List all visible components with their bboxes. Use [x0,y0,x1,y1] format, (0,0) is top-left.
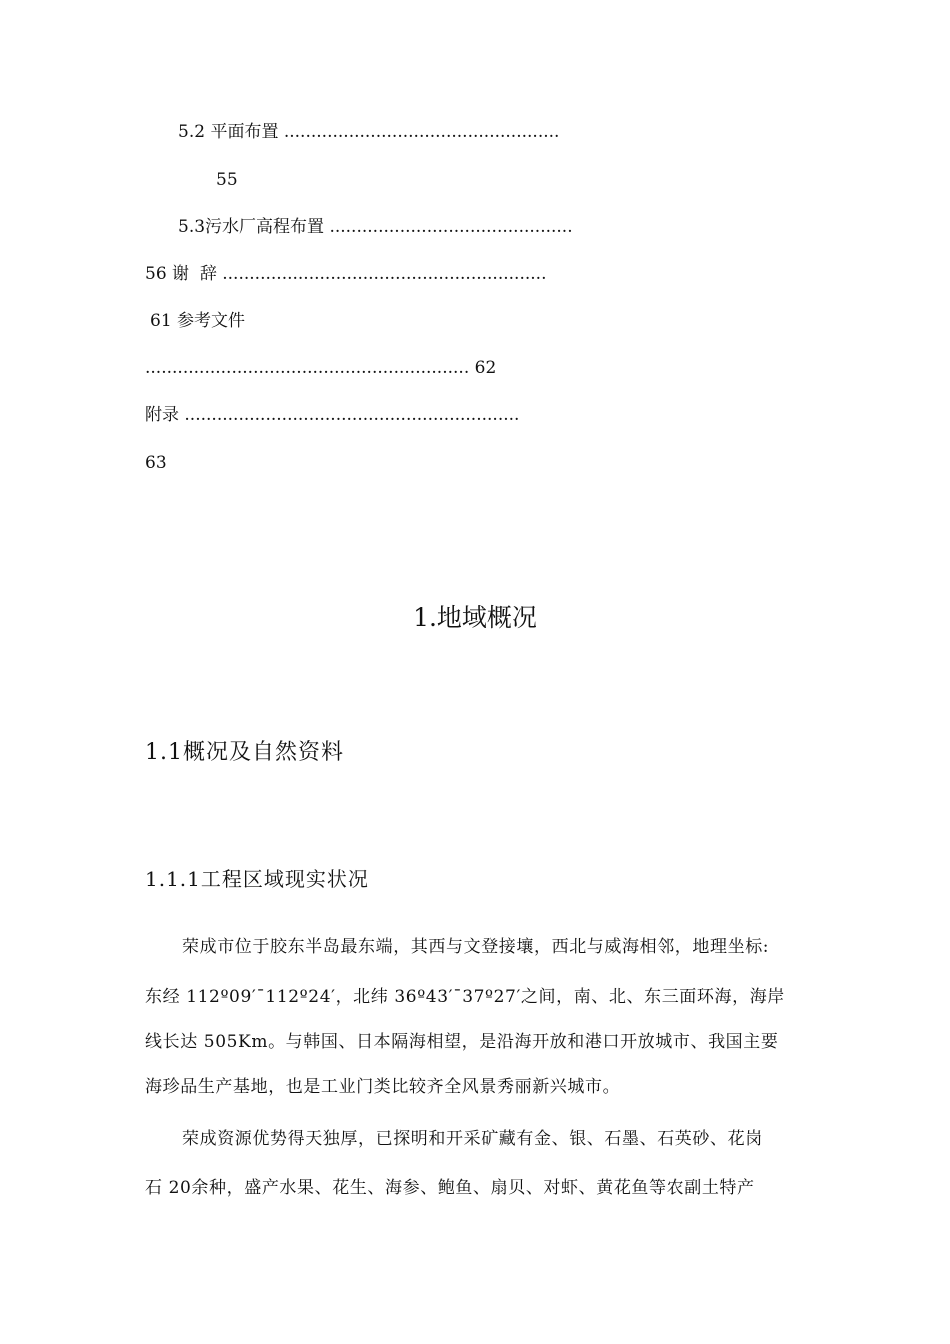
paragraph-2-line-1: 荣成资源优势得天独厚，已探明和开采矿藏有金、银、石墨、石英砂、花岗 [182,1129,763,1149]
paragraph-2-line-2: 石 20余种，盛产水果、花生、海参、鲍鱼、扇贝、对虾、黄花鱼等农副土特产 [145,1178,755,1198]
toc-entry-5-2-title: 5.2 平面布置 ................................................... [178,122,560,142]
toc-entry-5-2-page: 55 [216,170,238,190]
paragraph-1-line-2: 东经 112º09′¯112º24′，北纬 36º43′¯37º27′之间，南、北、东三面环海，海岸 [145,987,785,1007]
toc-entry-5-3-title: 5.3污水厂高程布置 ............................................. [178,217,573,237]
paragraph-1-line-4: 海珍品生产基地，也是工业门类比较齐全风景秀丽新兴城市。 [145,1077,621,1097]
toc-entry-references-title: 61 参考文件 [150,311,246,331]
toc-entry-appendix-title: 附录 .............................................................. [145,405,520,425]
toc-entry-5-3-continuation: 56 谢 辞 ............................................................ [145,264,547,284]
subsection-title: 1.1.1工程区域现实状况 [145,867,369,891]
paragraph-1-line-1: 荣成市位于胶东半岛最东端，其西与文登接壤，西北与威海相邻，地理坐标: [182,937,770,957]
section-title: 1.1概况及自然资料 [145,740,344,765]
toc-entry-appendix-page: 63 [145,453,167,473]
chapter-title: 1.地域概况 [413,603,537,632]
paragraph-1-line-3: 线长达 505Km。与韩国、日本隔海相望，是沿海开放和港口开放城市、我国主要 [145,1032,779,1052]
toc-entry-references-dots: ............................................................ 62 [145,358,497,378]
